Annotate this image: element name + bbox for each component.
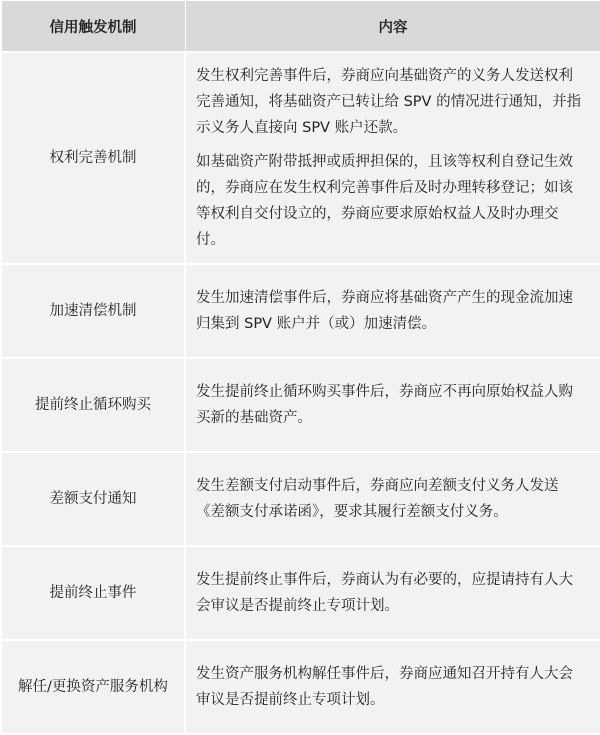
header-content: 内容 (185, 1, 600, 53)
table-row (1, 452, 600, 546)
mechanism-cell: 权利完善机制 (1, 52, 185, 264)
table-row (1, 358, 600, 452)
table-row (1, 52, 600, 264)
content-cell (185, 264, 600, 358)
content-paragraph: 发生权利完善事件后，券商应向基础资产的义务人发送权利完善通知，将基础资产已转让给 SPV 的情况进行通知，并指示义务人直接向 SPV 账户还款。 (196, 68, 582, 136)
content-paragraph: 发生资产服务机构解任事件后，券商应通知召开持有人大会审议是否提前终止专项计划。 (196, 666, 573, 708)
content-paragraph: 发生提前终止循环购买事件后，券商应不再向原始权益人购买新的基础资产。 (196, 384, 573, 426)
content-paragraph: 发生提前终止事件后，券商认为有必要的，应提请持有人大会审议是否提前终止专项计划。 (196, 572, 573, 614)
content-cell (185, 52, 600, 264)
table-row (1, 264, 600, 358)
table-row (1, 640, 600, 734)
content-paragraph: 如基础资产附带抵押或质押担保的，且该等权利自登记生效的，券商应在发生权利完善事件后及时办理转移登记；如该等权利自交付设立的，券商应要求原始权益人及时办理交付。 (196, 154, 573, 248)
header-mechanism: 信用触发机制 (1, 1, 185, 53)
table-header-row (1, 1, 600, 53)
mechanism-cell: 差额支付通知 (1, 452, 185, 546)
content-paragraph: 发生差额支付启动事件后，券商应向差额支付义务人发送《差额支付承诺函》，要求其履行差额支付义务。 (196, 478, 559, 520)
content-cell (185, 452, 600, 546)
content-cell (185, 358, 600, 452)
content-cell (185, 546, 600, 640)
mechanism-cell: 解任/更换资产服务机构 (1, 640, 185, 734)
content-paragraph: 发生加速清偿事件后，券商应将基础资产产生的现金流加速归集到 SPV 账户并（或）加速清偿。 (196, 290, 573, 332)
mechanism-cell: 提前终止循环购买 (1, 358, 185, 452)
content-cell (185, 640, 600, 734)
mechanism-cell: 提前终止事件 (1, 546, 185, 640)
mechanism-cell: 加速清偿机制 (1, 264, 185, 358)
table-row (1, 546, 600, 640)
